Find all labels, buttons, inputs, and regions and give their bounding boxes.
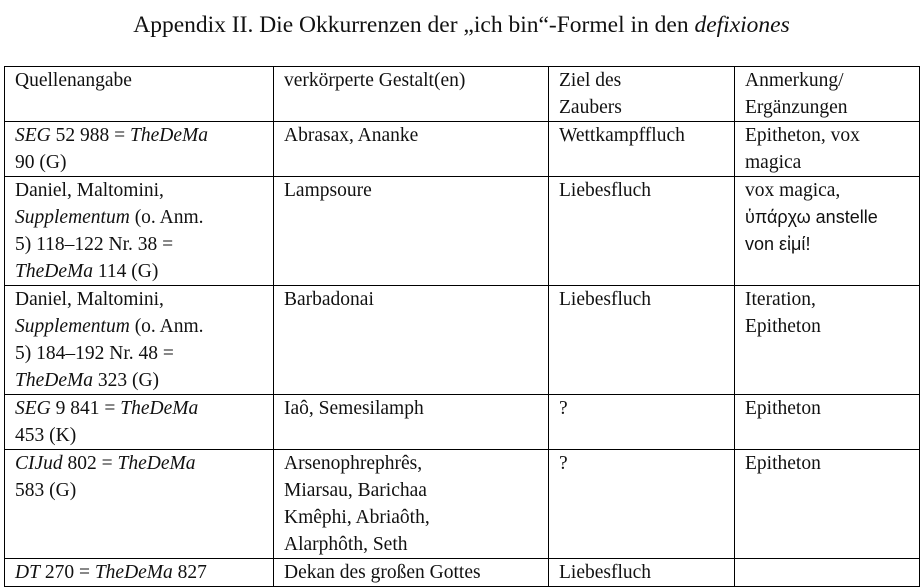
- note-cell: [735, 286, 920, 395]
- occurrences-table: [4, 66, 920, 587]
- source-cell: [5, 559, 274, 587]
- figure-line: Barbadonai: [284, 289, 374, 310]
- greek-word: ὑπάρχω: [745, 207, 811, 227]
- figure-line: Abrasax, Ananke: [284, 125, 419, 146]
- figure-line: Alarphôth, Seth: [284, 534, 408, 555]
- source-line: Daniel, Maltomini,: [15, 289, 164, 310]
- source-text: (o. Anm.: [129, 207, 204, 228]
- note-line: magica: [745, 152, 802, 173]
- source-italic: SEG: [15, 398, 51, 419]
- note-cell: [735, 122, 920, 177]
- note-cell: [735, 559, 920, 587]
- source-cell: [5, 177, 274, 286]
- source-italic: TheDeMa: [120, 398, 199, 419]
- goal-cell: [549, 559, 735, 587]
- table-row: [5, 395, 920, 450]
- source-italic: TheDeMa: [15, 370, 93, 391]
- source-italic: DT: [15, 562, 40, 583]
- header-figure-label: verkörperte Gestalt(en): [284, 70, 466, 91]
- source-line: [15, 122, 269, 149]
- greek-word: εἰμί: [779, 234, 806, 254]
- source-italic: SEG: [15, 125, 51, 146]
- header-cell-note: [735, 67, 920, 122]
- note-line: vox magica,: [745, 180, 841, 201]
- goal-line: Liebesfluch: [559, 289, 652, 310]
- source-italic: TheDeMa: [94, 562, 173, 583]
- source-line: 583 (G): [15, 480, 77, 501]
- source-line: [15, 313, 269, 340]
- source-cell: [5, 122, 274, 177]
- figure-cell: [274, 395, 549, 450]
- source-cell: [5, 395, 274, 450]
- figure-line: Arsenophrephrês,: [284, 453, 423, 474]
- source-line: 90 (G): [15, 152, 67, 173]
- source-line: [15, 367, 269, 394]
- source-italic: TheDeMa: [130, 125, 208, 146]
- table-row: [5, 450, 920, 559]
- source-line: Daniel, Maltomini,: [15, 180, 164, 201]
- table-row: [5, 177, 920, 286]
- goal-cell: [549, 177, 735, 286]
- header-row: [5, 67, 920, 122]
- source-text: 114 (G): [92, 261, 159, 282]
- source-text: 270 =: [39, 562, 95, 583]
- goal-cell: [549, 450, 735, 559]
- source-cell: [5, 450, 274, 559]
- figure-line: Iaô, Semesilamph: [284, 398, 424, 419]
- note-line: Epitheton, vox: [745, 125, 860, 146]
- note-text: anstelle: [810, 207, 878, 227]
- source-line: 453 (K): [15, 425, 77, 446]
- note-text: von: [745, 234, 780, 254]
- source-line: [15, 559, 269, 586]
- source-line: [15, 450, 269, 477]
- source-line: [15, 258, 269, 285]
- source-line: [15, 204, 269, 231]
- goal-line: Liebesfluch: [559, 562, 652, 583]
- source-italic: CIJud: [15, 453, 63, 474]
- table-row: [5, 559, 920, 587]
- header-source-label: Quellenangabe: [15, 70, 132, 91]
- header-cell-source: [5, 67, 274, 122]
- figure-cell: [274, 286, 549, 395]
- figure-cell: [274, 177, 549, 286]
- table-row: [5, 122, 920, 177]
- note-line: Epitheton: [745, 398, 821, 419]
- goal-cell: [549, 286, 735, 395]
- note-line: [745, 231, 915, 258]
- title-text: Appendix II. Die Okkurrenzen der „ich bin“-Formel in den: [133, 12, 695, 38]
- figure-cell: [274, 559, 549, 587]
- header-goal-label: Ziel des: [559, 70, 622, 91]
- header-cell-goal: [549, 67, 735, 122]
- note-cell: [735, 395, 920, 450]
- note-line: Epitheton: [745, 453, 821, 474]
- table-row: [5, 286, 920, 395]
- goal-line: Wettkampffluch: [559, 125, 685, 146]
- goal-line: Liebesfluch: [559, 180, 652, 201]
- source-text: 323 (G): [92, 370, 160, 391]
- source-text: 52 988 =: [50, 125, 130, 146]
- title-italic-text: defixiones: [694, 12, 790, 38]
- source-italic: Supplementum: [15, 207, 130, 228]
- source-text: 802 =: [62, 453, 118, 474]
- figure-cell: [274, 122, 549, 177]
- goal-cell: [549, 122, 735, 177]
- page-title: [0, 10, 923, 40]
- goal-cell: [549, 395, 735, 450]
- source-line: 5) 184–192 Nr. 48 =: [15, 343, 174, 364]
- source-line: [15, 395, 269, 422]
- source-italic: TheDeMa: [15, 261, 93, 282]
- source-italic: TheDeMa: [117, 453, 196, 474]
- header-goal-label: Zaubers: [559, 97, 622, 118]
- source-line: 5) 118–122 Nr. 38 =: [15, 234, 174, 255]
- source-text: (o. Anm.: [129, 316, 204, 337]
- note-line: Epitheton: [745, 316, 821, 337]
- goal-line: ?: [559, 453, 568, 474]
- figure-line: Miarsau, Barichaa: [284, 480, 427, 501]
- note-line: Iteration,: [745, 289, 816, 310]
- note-cell: [735, 177, 920, 286]
- goal-line: ?: [559, 398, 568, 419]
- source-cell: [5, 286, 274, 395]
- source-text: 9 841 =: [50, 398, 121, 419]
- figure-line: Kmêphi, Abriaôth,: [284, 507, 430, 528]
- note-text: !: [805, 234, 811, 254]
- figure-line: Dekan des großen Gottes: [284, 562, 481, 583]
- figure-cell: [274, 450, 549, 559]
- source-text: 827: [172, 562, 207, 583]
- note-cell: [735, 450, 920, 559]
- source-italic: Supplementum: [15, 316, 130, 337]
- header-cell-figure: [274, 67, 549, 122]
- header-note-label: Anmerkung/: [745, 70, 844, 91]
- figure-line: Lampsoure: [284, 180, 372, 201]
- note-line: [745, 204, 915, 231]
- header-note-label: Ergänzungen: [745, 97, 848, 118]
